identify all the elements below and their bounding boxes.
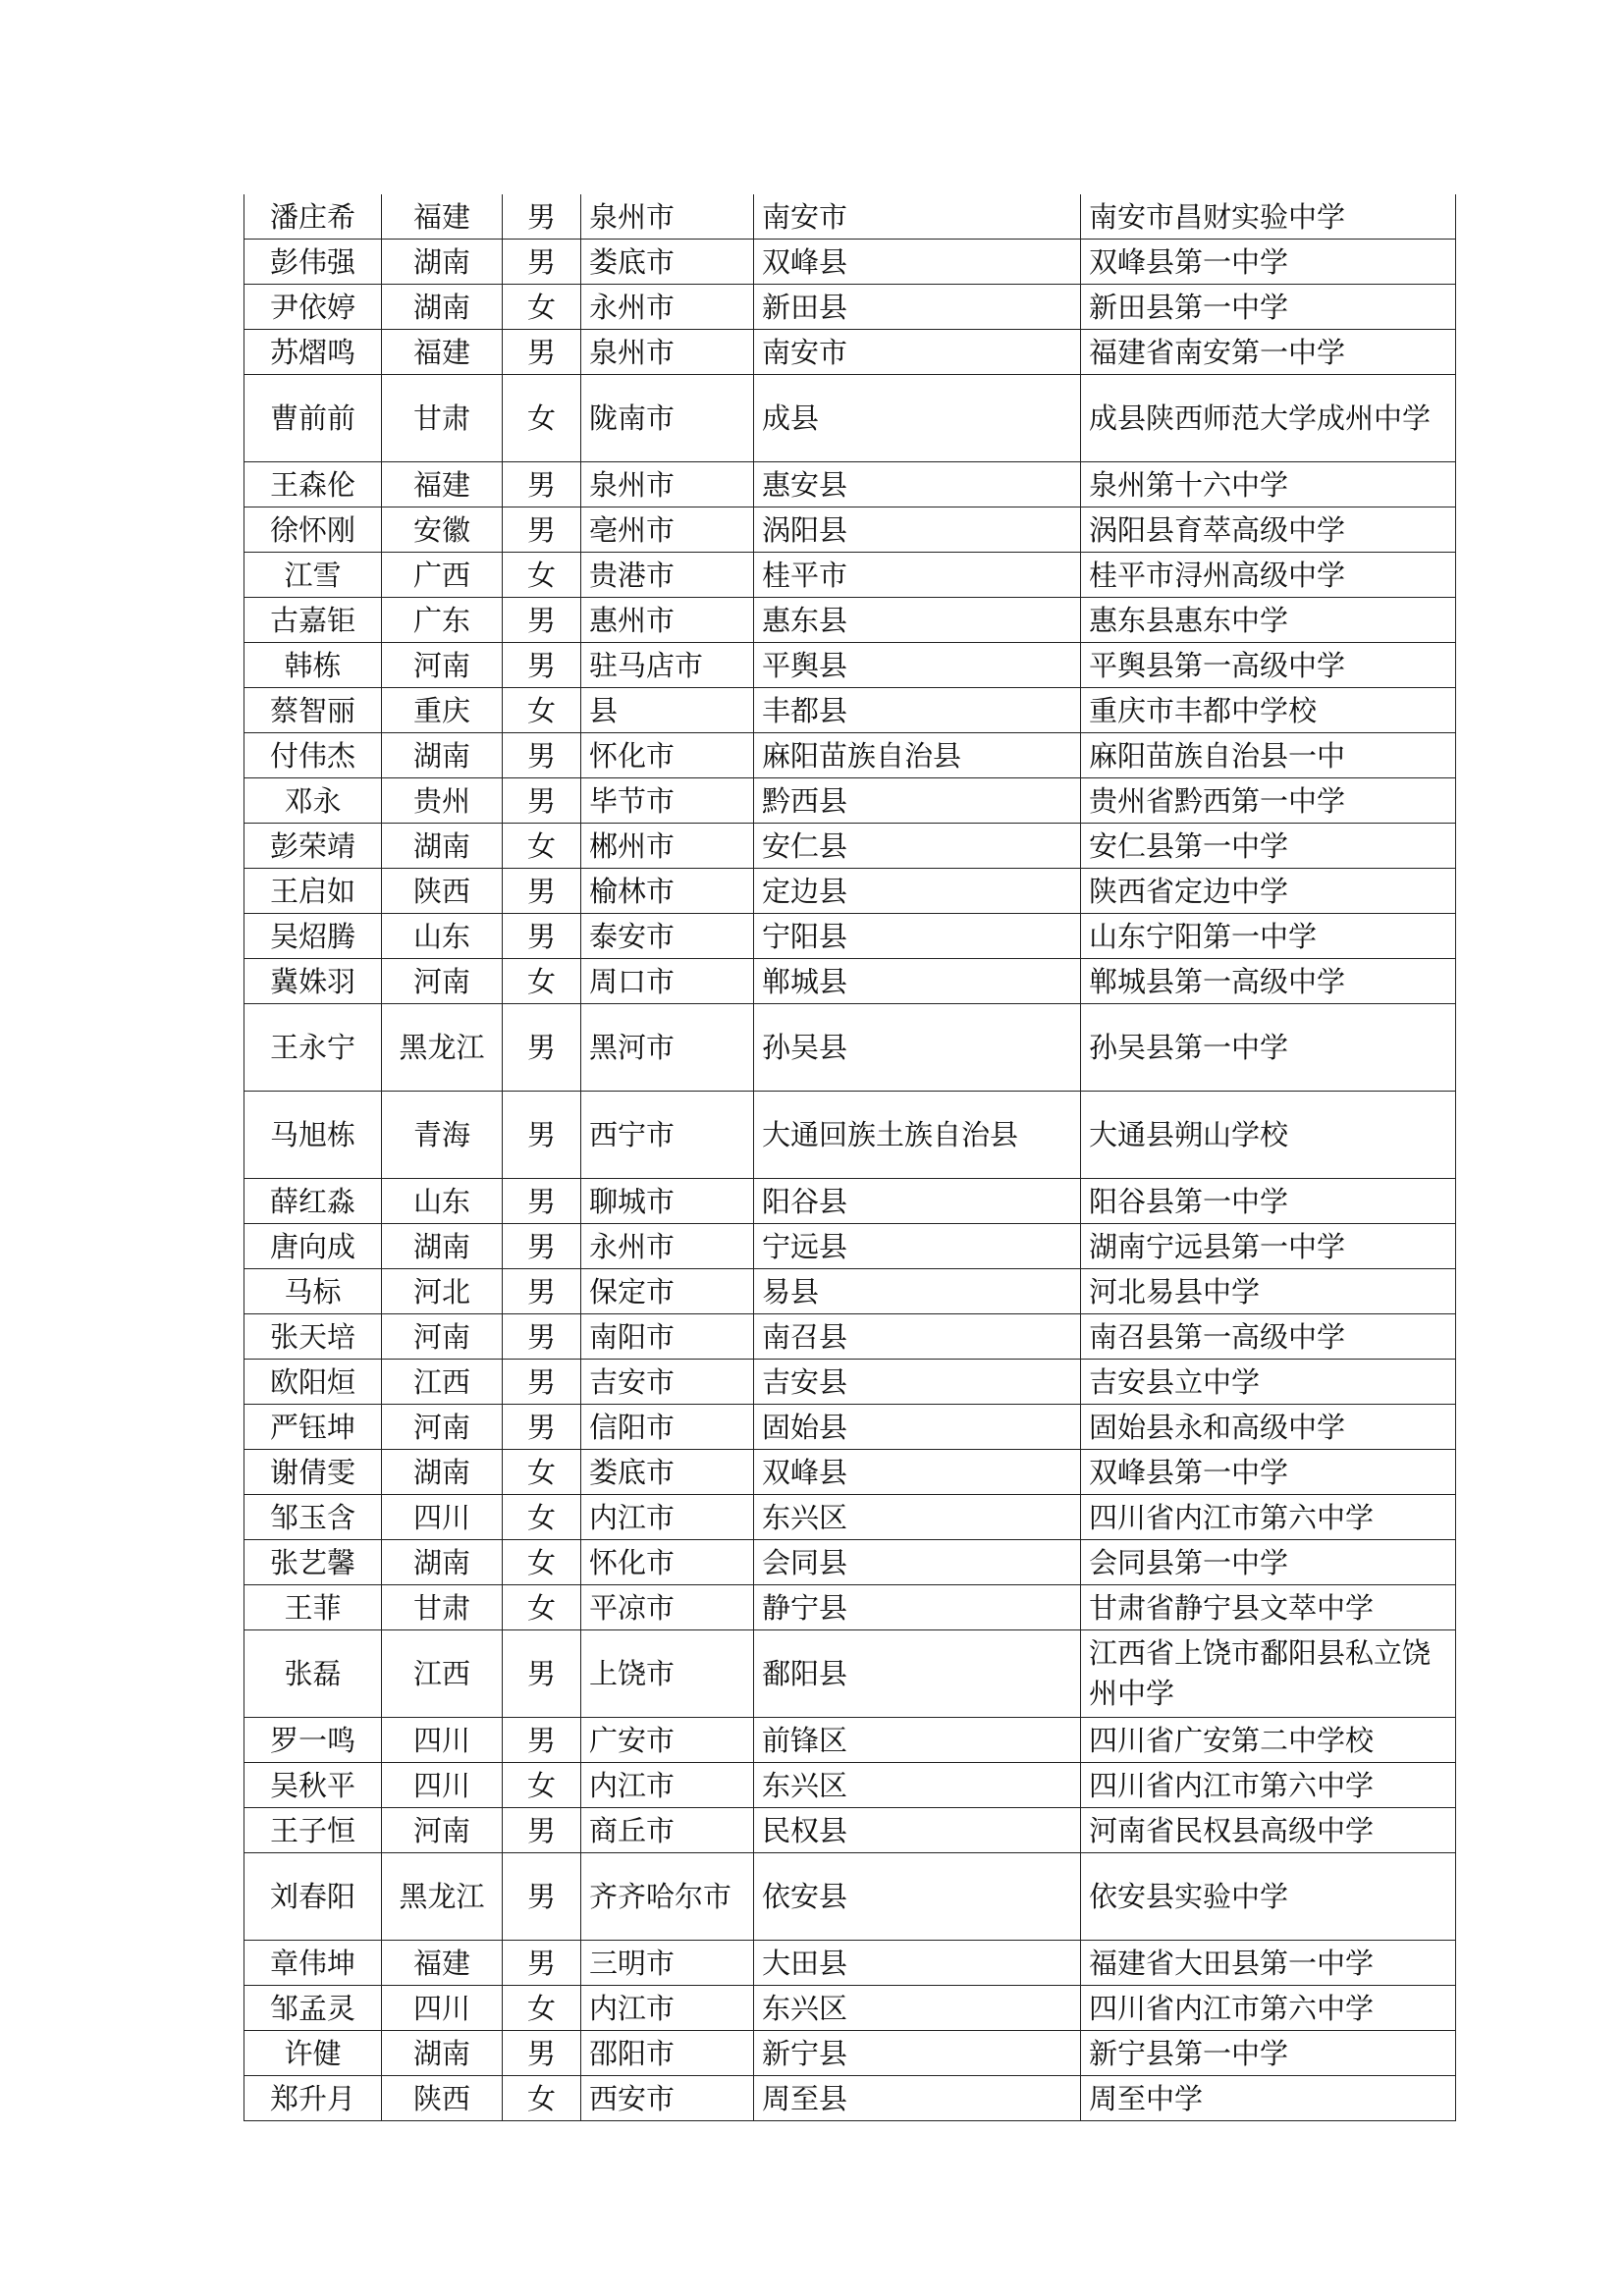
county-cell: 麻阳苗族自治县	[754, 733, 1081, 778]
province-cell: 湖南	[382, 285, 503, 330]
school-cell: 福建省大田县第一中学	[1081, 1941, 1456, 1986]
city-cell: 娄底市	[581, 1450, 754, 1495]
county-cell: 民权县	[754, 1808, 1081, 1853]
county-cell: 定边县	[754, 869, 1081, 914]
province-cell: 河南	[382, 959, 503, 1004]
city-cell: 驻马店市	[581, 643, 754, 688]
province-cell: 福建	[382, 1941, 503, 1986]
city-cell: 上饶市	[581, 1630, 754, 1718]
county-cell: 双峰县	[754, 240, 1081, 285]
county-cell: 平舆县	[754, 643, 1081, 688]
county-cell: 孙吴县	[754, 1004, 1081, 1092]
gender-cell: 男	[503, 1269, 581, 1314]
city-cell: 郴州市	[581, 824, 754, 869]
city-cell: 西宁市	[581, 1092, 754, 1179]
city-cell: 保定市	[581, 1269, 754, 1314]
table-row	[244, 914, 1456, 959]
gender-cell: 男	[503, 1630, 581, 1718]
table-row	[244, 1540, 1456, 1585]
roster-body	[244, 194, 1456, 2121]
table-row	[244, 1718, 1456, 1763]
student-name-cell: 唐向成	[244, 1224, 382, 1269]
gender-cell: 男	[503, 1314, 581, 1360]
school-cell: 涡阳县育萃高级中学	[1081, 507, 1456, 553]
school-cell: 成县陕西师范大学成州中学	[1081, 375, 1456, 462]
table-row	[244, 1986, 1456, 2031]
school-cell: 固始县永和高级中学	[1081, 1405, 1456, 1450]
gender-cell: 男	[503, 598, 581, 643]
province-cell: 山东	[382, 1179, 503, 1224]
city-cell: 榆林市	[581, 869, 754, 914]
county-cell: 固始县	[754, 1405, 1081, 1450]
county-cell: 静宁县	[754, 1585, 1081, 1630]
student-name-cell: 张艺馨	[244, 1540, 382, 1585]
school-cell: 南召县第一高级中学	[1081, 1314, 1456, 1360]
table-row	[244, 194, 1456, 240]
gender-cell: 女	[503, 1495, 581, 1540]
city-cell: 泉州市	[581, 330, 754, 375]
province-cell: 河南	[382, 1808, 503, 1853]
student-name-cell: 罗一鸣	[244, 1718, 382, 1763]
school-cell: 四川省内江市第六中学	[1081, 1763, 1456, 1808]
student-name-cell: 韩栋	[244, 643, 382, 688]
student-name-cell: 王永宁	[244, 1004, 382, 1092]
gender-cell: 男	[503, 1808, 581, 1853]
student-name-cell: 冀姝羽	[244, 959, 382, 1004]
gender-cell: 女	[503, 1585, 581, 1630]
county-cell: 会同县	[754, 1540, 1081, 1585]
county-cell: 宁远县	[754, 1224, 1081, 1269]
province-cell: 陕西	[382, 2076, 503, 2121]
county-cell: 宁阳县	[754, 914, 1081, 959]
table-row	[244, 1763, 1456, 1808]
gender-cell: 女	[503, 553, 581, 598]
county-cell: 大田县	[754, 1941, 1081, 1986]
gender-cell: 男	[503, 1179, 581, 1224]
city-cell: 平凉市	[581, 1585, 754, 1630]
city-cell: 泉州市	[581, 462, 754, 507]
student-name-cell: 蔡智丽	[244, 688, 382, 733]
table-row	[244, 824, 1456, 869]
province-cell: 湖南	[382, 1224, 503, 1269]
province-cell: 甘肃	[382, 375, 503, 462]
city-cell: 邵阳市	[581, 2031, 754, 2076]
table-row	[244, 778, 1456, 824]
province-cell: 贵州	[382, 778, 503, 824]
table-row	[244, 959, 1456, 1004]
gender-cell: 男	[503, 643, 581, 688]
table-row	[244, 1179, 1456, 1224]
table-row	[244, 1405, 1456, 1450]
gender-cell: 男	[503, 1853, 581, 1941]
city-cell: 娄底市	[581, 240, 754, 285]
province-cell: 安徽	[382, 507, 503, 553]
county-cell: 周至县	[754, 2076, 1081, 2121]
gender-cell: 男	[503, 869, 581, 914]
table-row	[244, 553, 1456, 598]
province-cell: 四川	[382, 1763, 503, 1808]
county-cell: 阳谷县	[754, 1179, 1081, 1224]
table-row	[244, 1585, 1456, 1630]
gender-cell: 女	[503, 1540, 581, 1585]
gender-cell: 男	[503, 914, 581, 959]
student-name-cell: 苏熠鸣	[244, 330, 382, 375]
city-cell: 怀化市	[581, 1540, 754, 1585]
city-cell: 怀化市	[581, 733, 754, 778]
school-cell: 惠东县惠东中学	[1081, 598, 1456, 643]
school-cell: 平舆县第一高级中学	[1081, 643, 1456, 688]
student-name-cell: 薛红淼	[244, 1179, 382, 1224]
gender-cell: 女	[503, 2076, 581, 2121]
county-cell: 东兴区	[754, 1986, 1081, 2031]
county-cell: 安仁县	[754, 824, 1081, 869]
table-row	[244, 733, 1456, 778]
table-row	[244, 507, 1456, 553]
province-cell: 广西	[382, 553, 503, 598]
table-row	[244, 688, 1456, 733]
school-cell: 依安县实验中学	[1081, 1853, 1456, 1941]
province-cell: 河北	[382, 1269, 503, 1314]
county-cell: 易县	[754, 1269, 1081, 1314]
gender-cell: 女	[503, 1986, 581, 2031]
student-name-cell: 章伟坤	[244, 1941, 382, 1986]
student-name-cell: 邓永	[244, 778, 382, 824]
school-cell: 四川省内江市第六中学	[1081, 1495, 1456, 1540]
school-cell: 大通县朔山学校	[1081, 1092, 1456, 1179]
province-cell: 湖南	[382, 1450, 503, 1495]
county-cell: 依安县	[754, 1853, 1081, 1941]
table-row	[244, 2031, 1456, 2076]
county-cell: 东兴区	[754, 1495, 1081, 1540]
table-row	[244, 643, 1456, 688]
table-row	[244, 869, 1456, 914]
student-name-cell: 邹孟灵	[244, 1986, 382, 2031]
county-cell: 郸城县	[754, 959, 1081, 1004]
province-cell: 广东	[382, 598, 503, 643]
table-row	[244, 1495, 1456, 1540]
student-roster-table	[244, 194, 1456, 2121]
gender-cell: 女	[503, 824, 581, 869]
school-cell: 新田县第一中学	[1081, 285, 1456, 330]
gender-cell: 女	[503, 1450, 581, 1495]
gender-cell: 女	[503, 285, 581, 330]
province-cell: 黑龙江	[382, 1853, 503, 1941]
student-name-cell: 谢倩雯	[244, 1450, 382, 1495]
school-cell: 湖南宁远县第一中学	[1081, 1224, 1456, 1269]
county-cell: 鄱阳县	[754, 1630, 1081, 1718]
gender-cell: 男	[503, 507, 581, 553]
province-cell: 山东	[382, 914, 503, 959]
province-cell: 福建	[382, 462, 503, 507]
gender-cell: 女	[503, 375, 581, 462]
table-row	[244, 2076, 1456, 2121]
province-cell: 福建	[382, 330, 503, 375]
table-row	[244, 1808, 1456, 1853]
province-cell: 河南	[382, 1314, 503, 1360]
province-cell: 重庆	[382, 688, 503, 733]
city-cell: 内江市	[581, 1763, 754, 1808]
province-cell: 河南	[382, 1405, 503, 1450]
city-cell: 信阳市	[581, 1405, 754, 1450]
student-name-cell: 付伟杰	[244, 733, 382, 778]
school-cell: 麻阳苗族自治县一中	[1081, 733, 1456, 778]
gender-cell: 男	[503, 733, 581, 778]
gender-cell: 男	[503, 1004, 581, 1092]
school-cell: 吉安县立中学	[1081, 1360, 1456, 1405]
gender-cell: 男	[503, 1405, 581, 1450]
gender-cell: 男	[503, 1092, 581, 1179]
table-row	[244, 1941, 1456, 1986]
county-cell: 南安市	[754, 330, 1081, 375]
county-cell: 南安市	[754, 194, 1081, 240]
table-row	[244, 1224, 1456, 1269]
student-name-cell: 张磊	[244, 1630, 382, 1718]
city-cell: 泉州市	[581, 194, 754, 240]
table-row	[244, 330, 1456, 375]
city-cell: 三明市	[581, 1941, 754, 1986]
province-cell: 湖南	[382, 733, 503, 778]
school-cell: 安仁县第一中学	[1081, 824, 1456, 869]
county-cell: 新宁县	[754, 2031, 1081, 2076]
table-row	[244, 1004, 1456, 1092]
student-name-cell: 古嘉钜	[244, 598, 382, 643]
county-cell: 东兴区	[754, 1763, 1081, 1808]
table-row	[244, 1314, 1456, 1360]
table-row	[244, 1853, 1456, 1941]
province-cell: 江西	[382, 1630, 503, 1718]
gender-cell: 男	[503, 240, 581, 285]
student-name-cell: 郑升月	[244, 2076, 382, 2121]
student-name-cell: 欧阳烜	[244, 1360, 382, 1405]
student-name-cell: 邹玉含	[244, 1495, 382, 1540]
gender-cell: 男	[503, 1718, 581, 1763]
city-cell: 周口市	[581, 959, 754, 1004]
school-cell: 四川省内江市第六中学	[1081, 1986, 1456, 2031]
province-cell: 四川	[382, 1986, 503, 2031]
city-cell: 聊城市	[581, 1179, 754, 1224]
table-row	[244, 1092, 1456, 1179]
gender-cell: 女	[503, 959, 581, 1004]
gender-cell: 男	[503, 1941, 581, 1986]
county-cell: 南召县	[754, 1314, 1081, 1360]
table-row	[244, 462, 1456, 507]
city-cell: 内江市	[581, 1986, 754, 2031]
table-row	[244, 375, 1456, 462]
school-cell: 陕西省定边中学	[1081, 869, 1456, 914]
student-name-cell: 马旭栋	[244, 1092, 382, 1179]
school-cell: 孙吴县第一中学	[1081, 1004, 1456, 1092]
school-cell: 桂平市浔州高级中学	[1081, 553, 1456, 598]
student-name-cell: 马标	[244, 1269, 382, 1314]
city-cell: 吉安市	[581, 1360, 754, 1405]
student-name-cell: 王森伦	[244, 462, 382, 507]
school-cell: 甘肃省静宁县文萃中学	[1081, 1585, 1456, 1630]
gender-cell: 女	[503, 1763, 581, 1808]
city-cell: 南阳市	[581, 1314, 754, 1360]
student-name-cell: 彭伟强	[244, 240, 382, 285]
county-cell: 双峰县	[754, 1450, 1081, 1495]
province-cell: 湖南	[382, 1540, 503, 1585]
school-cell: 双峰县第一中学	[1081, 240, 1456, 285]
province-cell: 江西	[382, 1360, 503, 1405]
city-cell: 贵港市	[581, 553, 754, 598]
school-cell: 贵州省黔西第一中学	[1081, 778, 1456, 824]
province-cell: 青海	[382, 1092, 503, 1179]
city-cell: 亳州市	[581, 507, 754, 553]
table-row	[244, 240, 1456, 285]
student-name-cell: 吴秋平	[244, 1763, 382, 1808]
student-name-cell: 王菲	[244, 1585, 382, 1630]
student-name-cell: 严钰坤	[244, 1405, 382, 1450]
school-cell: 河北易县中学	[1081, 1269, 1456, 1314]
county-cell: 大通回族土族自治县	[754, 1092, 1081, 1179]
province-cell: 湖南	[382, 240, 503, 285]
student-name-cell: 刘春阳	[244, 1853, 382, 1941]
city-cell: 黑河市	[581, 1004, 754, 1092]
school-cell: 郸城县第一高级中学	[1081, 959, 1456, 1004]
gender-cell: 男	[503, 194, 581, 240]
county-cell: 惠安县	[754, 462, 1081, 507]
table-row	[244, 598, 1456, 643]
student-name-cell: 江雪	[244, 553, 382, 598]
table-row	[244, 1269, 1456, 1314]
county-cell: 黔西县	[754, 778, 1081, 824]
province-cell: 甘肃	[382, 1585, 503, 1630]
school-cell: 周至中学	[1081, 2076, 1456, 2121]
county-cell: 新田县	[754, 285, 1081, 330]
table-row	[244, 1450, 1456, 1495]
gender-cell: 男	[503, 1360, 581, 1405]
student-name-cell: 许健	[244, 2031, 382, 2076]
county-cell: 丰都县	[754, 688, 1081, 733]
school-cell: 会同县第一中学	[1081, 1540, 1456, 1585]
school-cell: 阳谷县第一中学	[1081, 1179, 1456, 1224]
county-cell: 前锋区	[754, 1718, 1081, 1763]
city-cell: 西安市	[581, 2076, 754, 2121]
county-cell: 成县	[754, 375, 1081, 462]
city-cell: 惠州市	[581, 598, 754, 643]
city-cell: 永州市	[581, 1224, 754, 1269]
county-cell: 涡阳县	[754, 507, 1081, 553]
school-cell: 新宁县第一中学	[1081, 2031, 1456, 2076]
city-cell: 内江市	[581, 1495, 754, 1540]
gender-cell: 男	[503, 778, 581, 824]
student-name-cell: 彭荣靖	[244, 824, 382, 869]
school-cell: 双峰县第一中学	[1081, 1450, 1456, 1495]
city-cell: 泰安市	[581, 914, 754, 959]
student-name-cell: 王子恒	[244, 1808, 382, 1853]
city-cell: 县	[581, 688, 754, 733]
city-cell: 毕节市	[581, 778, 754, 824]
gender-cell: 男	[503, 330, 581, 375]
student-name-cell: 徐怀刚	[244, 507, 382, 553]
city-cell: 商丘市	[581, 1808, 754, 1853]
student-name-cell: 吴炤腾	[244, 914, 382, 959]
school-cell: 福建省南安第一中学	[1081, 330, 1456, 375]
province-cell: 湖南	[382, 2031, 503, 2076]
school-cell: 泉州第十六中学	[1081, 462, 1456, 507]
student-name-cell: 王启如	[244, 869, 382, 914]
province-cell: 四川	[382, 1718, 503, 1763]
county-cell: 惠东县	[754, 598, 1081, 643]
school-cell: 四川省广安第二中学校	[1081, 1718, 1456, 1763]
province-cell: 陕西	[382, 869, 503, 914]
table-row	[244, 285, 1456, 330]
school-cell: 重庆市丰都中学校	[1081, 688, 1456, 733]
school-cell: 山东宁阳第一中学	[1081, 914, 1456, 959]
table-row	[244, 1360, 1456, 1405]
student-name-cell: 张天培	[244, 1314, 382, 1360]
province-cell: 湖南	[382, 824, 503, 869]
province-cell: 四川	[382, 1495, 503, 1540]
school-cell: 河南省民权县高级中学	[1081, 1808, 1456, 1853]
city-cell: 陇南市	[581, 375, 754, 462]
city-cell: 广安市	[581, 1718, 754, 1763]
gender-cell: 男	[503, 462, 581, 507]
student-name-cell: 尹依婷	[244, 285, 382, 330]
school-cell: 江西省上饶市鄱阳县私立饶州中学	[1081, 1630, 1456, 1718]
student-name-cell: 潘庄希	[244, 194, 382, 240]
province-cell: 福建	[382, 194, 503, 240]
gender-cell: 男	[503, 2031, 581, 2076]
gender-cell: 女	[503, 688, 581, 733]
table-row	[244, 1630, 1456, 1718]
county-cell: 吉安县	[754, 1360, 1081, 1405]
city-cell: 永州市	[581, 285, 754, 330]
province-cell: 黑龙江	[382, 1004, 503, 1092]
student-name-cell: 曹前前	[244, 375, 382, 462]
school-cell: 南安市昌财实验中学	[1081, 194, 1456, 240]
county-cell: 桂平市	[754, 553, 1081, 598]
city-cell: 齐齐哈尔市	[581, 1853, 754, 1941]
gender-cell: 男	[503, 1224, 581, 1269]
province-cell: 河南	[382, 643, 503, 688]
